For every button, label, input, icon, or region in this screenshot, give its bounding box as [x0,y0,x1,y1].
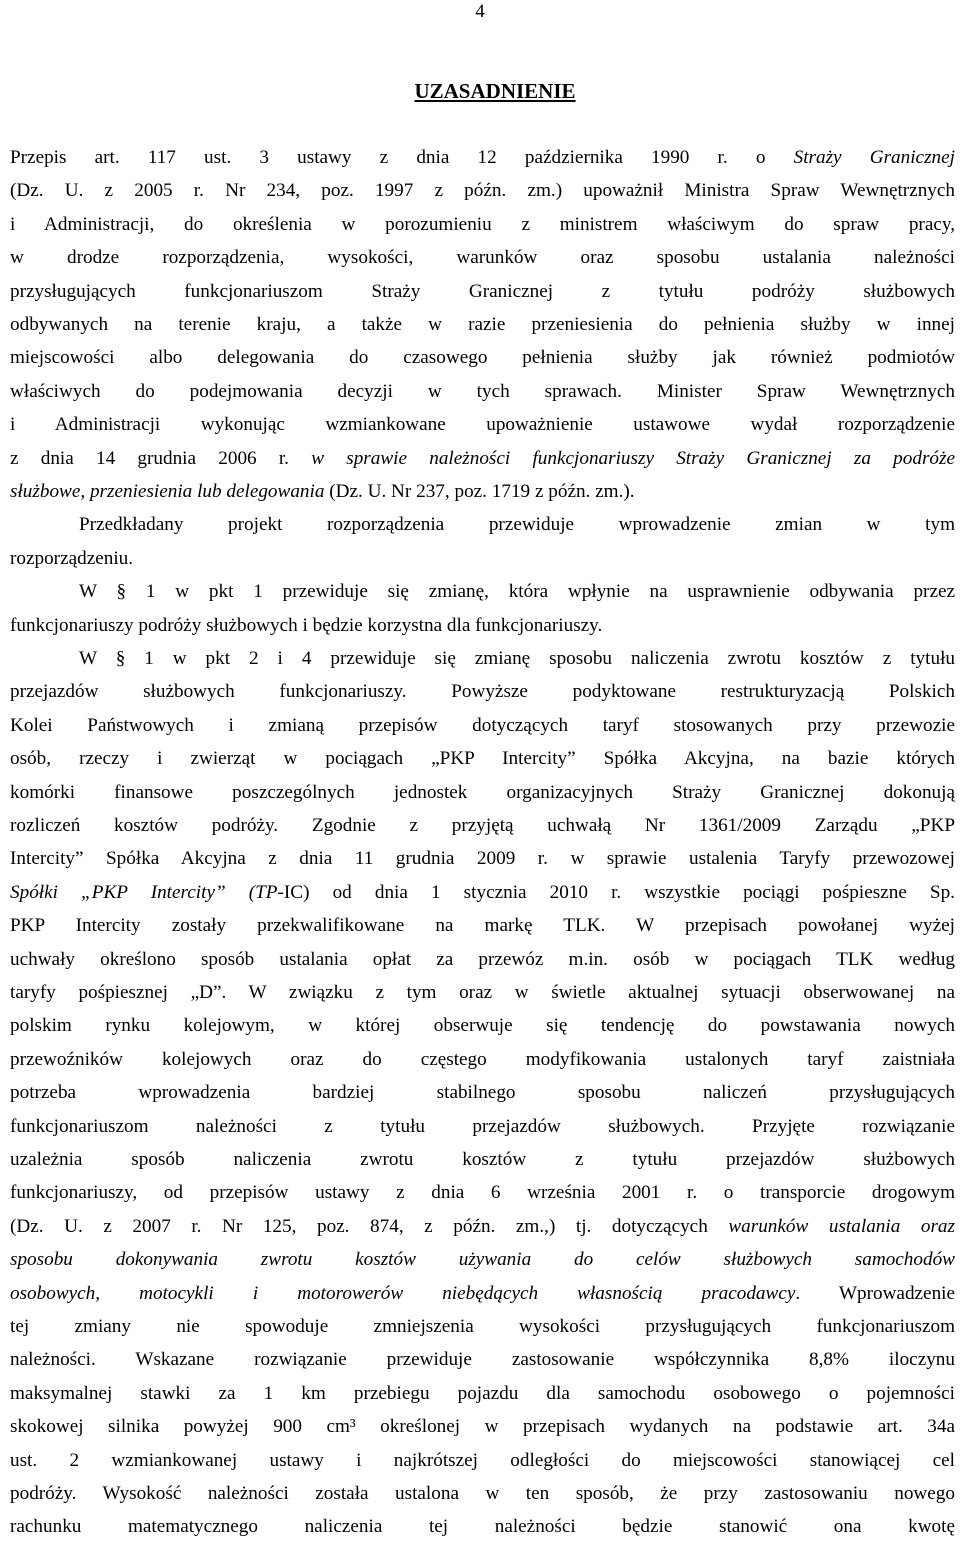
text-line [10,1143,955,1176]
text-line [10,842,955,875]
text-line [10,675,955,708]
text-segment: Kolei Państwowych i zmianą przepisów dotyczących taryf stosowanych przy przewozie [10,714,955,736]
text-segment: uchwały określono sposób ustalania opłat za przewóz m.in. osób w pociągach TLK według [10,948,955,970]
italic-text-segment: służbowe, przeniesienia lub delegowania [10,481,325,502]
italic-text-segment: osobowych, motocykli i motorowerów niebędących własnością pracodawcy [10,1282,796,1304]
italic-text-segment: Spółki „PKP Intercity” (TP [10,881,278,903]
text-line [10,1510,955,1543]
text-line [10,1110,955,1143]
text-line [10,976,955,1009]
text-line [10,1477,955,1510]
text-segment: rachunku matematycznego naliczenia tej należności będzie stanowić ona kwotę [10,1516,955,1538]
text-line [79,575,955,608]
italic-text-segment: w sprawie należności funkcjonariuszy Straży Granicznej za podróże [311,447,955,469]
text-line [10,475,955,508]
text-segment: funkcjonariuszy, od przepisów ustawy z dnia 6 września 2001 r. o transporcie drogowym [10,1182,955,1204]
text-line [10,1243,955,1276]
text-line [10,208,955,241]
text-segment: (Dz. U. z 2007 r. Nr 125, poz. 874, z późn. zm.,) tj. dotyczących [10,1215,729,1237]
text-line [10,943,955,976]
text-segment: ust. 2 wzmiankowanej ustawy i najkrótszej odległości do miejscowości stanowiącej cel [10,1449,955,1471]
text-line [10,1043,955,1076]
text-line [10,776,955,809]
text-segment: przewoźników kolejowych oraz do częstego modyfikowania ustalonych taryf zaistniała [10,1048,955,1070]
text-segment: (Dz. U. z 2005 r. Nr 234, poz. 1997 z późn. zm.) upoważnił Ministra Spraw Wewnętrznych [10,180,955,202]
text-segment: taryfy pośpiesznej „D”. W związku z tym oraz w świetle aktualnej sytuacji obserwowanej na [10,982,955,1003]
text-segment: PKP Intercity zostały przekwalifikowane na markę TLK. W przepisach powołanej wyżej [10,915,955,937]
italic-text-segment: Straży Granicznej [793,147,955,168]
text-line [79,508,955,541]
text-segment: podróży. Wysokość należności została ustalona w ten sposób, że przy zastosowaniu nowego [10,1483,955,1504]
document-heading: UZASADNIENIE [414,79,576,103]
text-line [10,742,955,775]
text-line [10,609,955,642]
text-line [10,174,955,207]
text-segment: przysługujących funkcjonariuszom Straży Granicznej z tytułu podróży służbowych [10,280,955,302]
text-line [79,642,955,675]
text-segment: tej zmiany nie spowoduje zmniejszenia wysokości przysługujących funkcjonariuszom [10,1316,955,1337]
text-segment: w drodze rozporządzenia, wysokości, warunków oraz sposobu ustalania należności [10,247,955,269]
text-line [10,442,955,475]
text-segment: i Administracji wykonując wzmiankowane upoważnienie ustawowe wydał rozporządzenie [10,414,955,436]
text-line [10,1377,955,1410]
text-segment: Przedkładany projekt rozporządzenia przewiduje wprowadzenie zmian w tym [79,514,955,536]
text-segment: maksymalnej stawki za 1 km przebiegu pojazdu dla samochodu osobowego o pojemności [10,1382,955,1404]
text-line [10,275,955,308]
text-segment: potrzeba wprowadzenia bardziej stabilnego sposobu naliczeń przysługujących [10,1082,955,1104]
text-segment: funkcjonariuszy podróży służbowych i będzie korzystna dla funkcjonariuszy. [10,614,603,636]
text-line [10,876,955,909]
text-segment: W § 1 w pkt 2 i 4 przewiduje się zmianę sposobu naliczenia zwrotu kosztów z tytułu [79,648,955,669]
text-line [10,375,955,408]
text-line [10,1210,955,1243]
text-line [10,141,955,174]
text-segment: . Wprowadzenie [795,1282,956,1304]
page-number: 4 [475,1,485,22]
text-segment: -IC) od dnia 1 stycznia 2010 r. wszystkie pociągi pośpieszne Sp. [277,881,955,903]
text-segment: Przepis art. 117 ust. 3 ustawy z dnia 12 października 1990 r. o [10,147,794,168]
text-segment: uzależnia sposób naliczenia zwrotu kosztów z tytułu przejazdów służbowych [10,1149,955,1170]
text-line [10,1444,955,1477]
text-line [10,1277,955,1310]
text-segment: przejazdów służbowych funkcjonariuszy. Powyższe podyktowane restrukturyzacją Polskich [10,681,955,703]
text-line [10,341,955,374]
text-segment: (Dz. U. Nr 237, poz. 1719 z późn. zm.). [324,481,635,502]
text-line [10,1176,955,1209]
text-segment: i Administracji, do określenia w porozumieniu z ministrem właściwym do spraw pracy, [10,213,955,235]
text-segment: funkcjonariuszom należności z tytułu przejazdów służbowych. Przyjęte rozwiązanie [10,1115,955,1137]
text-line [10,1076,955,1109]
text-segment: polskim rynku kolejowym, w której obserwuje się tendencję do powstawania nowych [10,1015,955,1037]
text-segment: Intercity” Spółka Akcyjna z dnia 11 grudnia 2009 r. w sprawie ustalenia Taryfy przewozowej [10,848,955,870]
text-segment: miejscowości albo delegowania do czasowego pełnienia służby jak również podmiotów [10,347,955,369]
text-line [10,241,955,274]
italic-text-segment: sposobu dokonywania zwrotu kosztów używania do celów służbowych samochodów [10,1249,955,1271]
text-line [10,542,955,575]
text-line [10,308,955,341]
text-line [10,1343,955,1376]
text-segment: z dnia 14 grudnia 2006 r. [10,447,312,469]
text-line [10,709,955,742]
text-segment: osób, rzeczy i zwierząt w pociągach „PKP Intercity” Spółka Akcyjna, na bazie których [10,748,955,770]
text-line [10,1410,955,1443]
italic-text-segment: warunków ustalania oraz [728,1215,955,1237]
text-line [10,1310,955,1343]
text-segment: rozliczeń kosztów podróży. Zgodnie z przyjętą uchwałą Nr 1361/2009 Zarządu „PKP [10,815,955,836]
text-segment: skokowej silnika powyżej 900 cm³ określonej w przepisach wydanych na podstawie art. 34a [10,1416,955,1438]
text-line [10,408,955,441]
text-line [10,909,955,942]
text-segment: odbywanych na terenie kraju, a także w razie przeniesienia do pełnienia służby w innej [10,314,955,335]
text-segment: komórki finansowe poszczególnych jednostek organizacyjnych Straży Granicznej dokonują [10,781,955,803]
text-segment: należności. Wskazane rozwiązanie przewiduje zastosowanie współczynnika 8,8% iloczynu [10,1349,955,1371]
text-segment: rozporządzeniu. [10,547,134,569]
text-line [10,809,955,842]
text-segment: właściwych do podejmowania decyzji w tych sprawach. Minister Spraw Wewnętrznych [10,380,955,402]
text-line [10,1009,955,1042]
text-segment: W § 1 w pkt 1 przewiduje się zmianę, która wpłynie na usprawnienie odbywania przez [79,581,955,603]
